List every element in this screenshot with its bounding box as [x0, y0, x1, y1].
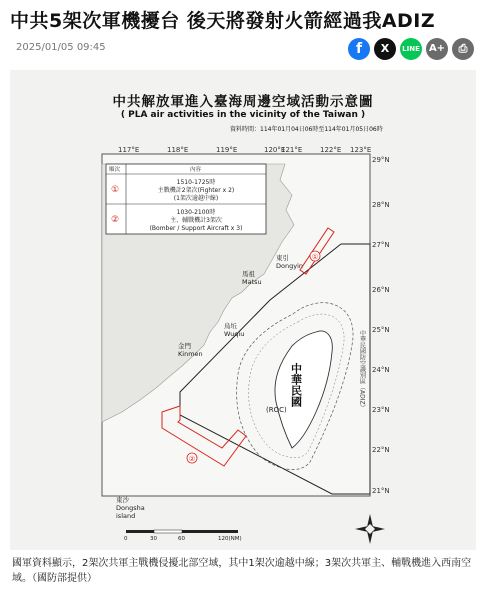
dongyin-en-label: Dongyin: [276, 262, 303, 270]
legend-row1-line2: (1架次逾越中線): [173, 195, 219, 202]
article-date: 2025/01/05 09:45: [16, 42, 106, 53]
wuqiu-en-label: Wuqiu: [224, 330, 245, 338]
legend-row1-id: ①: [111, 185, 120, 195]
x-share-icon[interactable]: X: [374, 38, 396, 60]
lon-123: 123°E: [350, 146, 372, 154]
map-subtitle: ( PLA air activities in the vicinity of the Taiwan ): [120, 110, 366, 120]
dongsha-zh-label: 東沙: [116, 496, 129, 504]
scale-0: 0: [124, 536, 128, 542]
lon-122: 122°E: [320, 146, 342, 154]
legend-col-order: 順次: [109, 167, 121, 173]
lat-29: 29°N: [372, 156, 390, 164]
article-meta: [10, 38, 478, 64]
wuqiu-zh-label: 烏坵: [224, 322, 237, 330]
kinmen-zh-label: 金門: [178, 342, 191, 350]
scale-60: 60: [178, 536, 185, 542]
longitude-labels: [118, 146, 371, 154]
lon-121: 121°E: [281, 146, 303, 154]
track-2-marker: ②: [188, 455, 196, 463]
lat-23: 23°N: [372, 406, 390, 414]
lat-26: 26°N: [372, 286, 390, 294]
image-caption: 國軍資料顯示，2架次共軍主戰機侵擾北部空域，其中1架次逾越中線；3架次共軍主、輔戰機進入西南空域。（國防部提供）: [12, 558, 472, 584]
font-size-icon[interactable]: A+: [426, 38, 448, 60]
lon-119: 119°E: [216, 146, 238, 154]
legend-row1-line1: 主戰機計2架次(Fighter x 2): [157, 187, 235, 194]
legend-row2-id: ②: [111, 215, 120, 225]
kinmen-en-label: Kinmen: [178, 350, 203, 358]
dongsha-en2-label: island: [116, 512, 136, 520]
map-time: 資料時間：114年01月04日06時至114年01月05日06時: [230, 126, 383, 133]
legend-col-content: 內容: [190, 167, 202, 173]
lon-120: 120°E: [264, 146, 286, 154]
legend-row2-line2: (Bomber / Support Aircraft x 3): [149, 225, 243, 232]
lat-21: 21°N: [372, 487, 390, 495]
legend-row1-time: 1510-1725時: [176, 179, 216, 186]
lon-118: 118°E: [167, 146, 189, 154]
roc-label: (ROC): [266, 406, 287, 414]
dongsha-en-label: Dongsha: [116, 504, 145, 512]
line-share-icon[interactable]: LINE: [400, 38, 422, 60]
latitude-labels: [372, 156, 390, 495]
scale-bar: [124, 530, 242, 542]
lat-22: 22°N: [372, 446, 390, 454]
legend-table: [106, 164, 266, 234]
dongyin-zh-label: 東引: [276, 254, 289, 262]
matsu-en-label: Matsu: [242, 278, 262, 286]
map-canvas: [10, 70, 476, 550]
scale-120: 120(NM): [218, 536, 242, 542]
compass-icon: [355, 514, 385, 544]
lat-24: 24°N: [372, 366, 390, 374]
legend-row2-time: 1030-2100時: [176, 209, 216, 216]
pla-activity-map: [10, 70, 476, 550]
lon-117: 117°E: [118, 146, 140, 154]
matsu-zh-label: 馬祖: [242, 270, 255, 278]
lat-28: 28°N: [372, 201, 390, 209]
article-headline: 中共5架次軍機擾台 後天將發射火箭經過我ADIZ: [10, 10, 436, 32]
scale-30: 30: [150, 536, 157, 542]
track-1-marker: ①: [311, 253, 319, 261]
lat-27: 27°N: [372, 241, 390, 249]
china-label: 中華民國: [289, 363, 303, 407]
map-title: 中共解放軍進入臺海周邊空域活動示意圖: [112, 94, 374, 110]
lat-25: 25°N: [372, 326, 390, 334]
facebook-share-icon[interactable]: f: [348, 38, 370, 60]
adiz-label: 中華民國防空識別區（ADIZ）: [358, 330, 366, 411]
print-icon[interactable]: ⎙: [452, 38, 474, 60]
legend-row2-line1: 主、輔戰機計3架次: [170, 217, 222, 224]
